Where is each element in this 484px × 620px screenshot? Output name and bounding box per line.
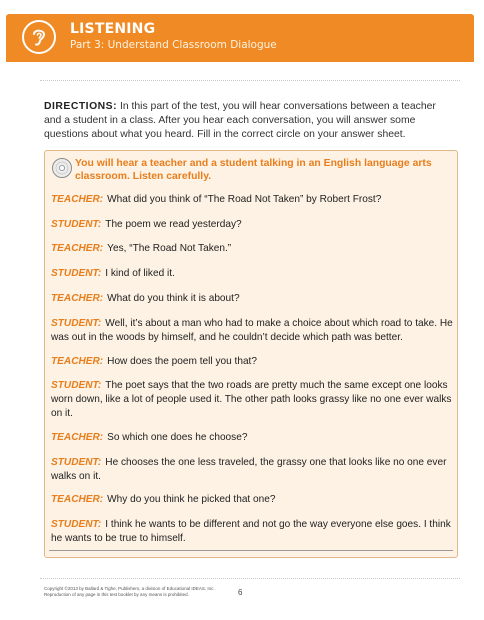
section-title: LISTENING [70,21,156,37]
line-text: The poem we read yesterday? [105,219,242,230]
line-text: How does the poem tell you that? [107,356,257,367]
line-text: He chooses the one less traveled, the grassy one that looks like no one ever walks on it. [51,457,447,482]
line-text: What did you think of “The Road Not Taken” by Robert Frost? [107,194,382,205]
copyright-notice [44,586,244,598]
dialogue-line [51,267,453,281]
dialogue-line [51,379,453,421]
line-text: What do you think it is about? [107,293,240,304]
dialogue-line [51,317,453,345]
speaker-label: TEACHER: [51,243,104,254]
dialogue-box [44,150,458,558]
line-text: I kind of liked it. [105,268,175,279]
dialogue-intro: You will hear a teacher and a student talking in an English language arts classroom. Listen carefully. [75,158,432,182]
directions-label: DIRECTIONS: [44,101,118,112]
section-subtitle: Part 3: Understand Classroom Dialogue [70,39,277,51]
dialogue-line [51,431,453,445]
reproduction-line: Reproduction of any page in this test booklet by any means is prohibited. [44,592,189,597]
speaker-label: TEACHER: [51,293,104,304]
line-text: So which one does he choose? [107,432,248,443]
dialogue-line [51,218,453,232]
divider-top [40,80,460,81]
section-header-banner [6,14,474,62]
line-text: The poet says that the two roads are pretty much the same except one looks worn down, like a lot of people used it. The other path looks grassy like no one ever walks on it. [51,380,452,419]
cd-icon [51,157,73,179]
dialogue-line [51,193,453,207]
speaker-label: TEACHER: [51,494,104,505]
copyright-line: Copyright ©2013 by Ballard & Tighe, Publishers, a division of Educational IDEAS, Inc. [44,586,215,591]
line-text: Well, it’s about a man who had to make a choice about which road to take. He was out in the woods by himself, and he couldn’t decide which path was better. [51,318,453,343]
dialogue-line [51,456,453,484]
dialogue-line [51,355,453,369]
box-bottom-rule [49,550,453,551]
speaker-label: TEACHER: [51,356,104,367]
dialogue-line [51,242,453,256]
dialogue-line [51,493,453,507]
speaker-label: STUDENT: [51,318,102,329]
speaker-label: STUDENT: [51,219,102,230]
speaker-label: TEACHER: [51,194,104,205]
speaker-label: TEACHER: [51,432,104,443]
divider-bottom [40,578,460,579]
directions-text: In this part of the test, you will hear conversations between a teacher and a student in a class. After you hear each conversation, you will answer some questions about what you heard. Fill in the correct circle on your answer sheet. [44,101,436,141]
directions [44,100,456,143]
speaker-label: STUDENT: [51,380,102,391]
dialogue-line [51,518,453,546]
speaker-label: STUDENT: [51,519,102,530]
line-text: Why do you think he picked that one? [107,494,276,505]
ear-icon [22,20,56,54]
speaker-label: STUDENT: [51,457,102,468]
dialogue-line [51,292,453,306]
line-text: Yes, “The Road Not Taken.” [107,243,232,254]
speaker-label: STUDENT: [51,268,102,279]
line-text: I think he wants to be different and not go the way everyone else goes. I think he wants to be true to himself. [51,519,451,544]
page-number: 6 [238,588,243,597]
